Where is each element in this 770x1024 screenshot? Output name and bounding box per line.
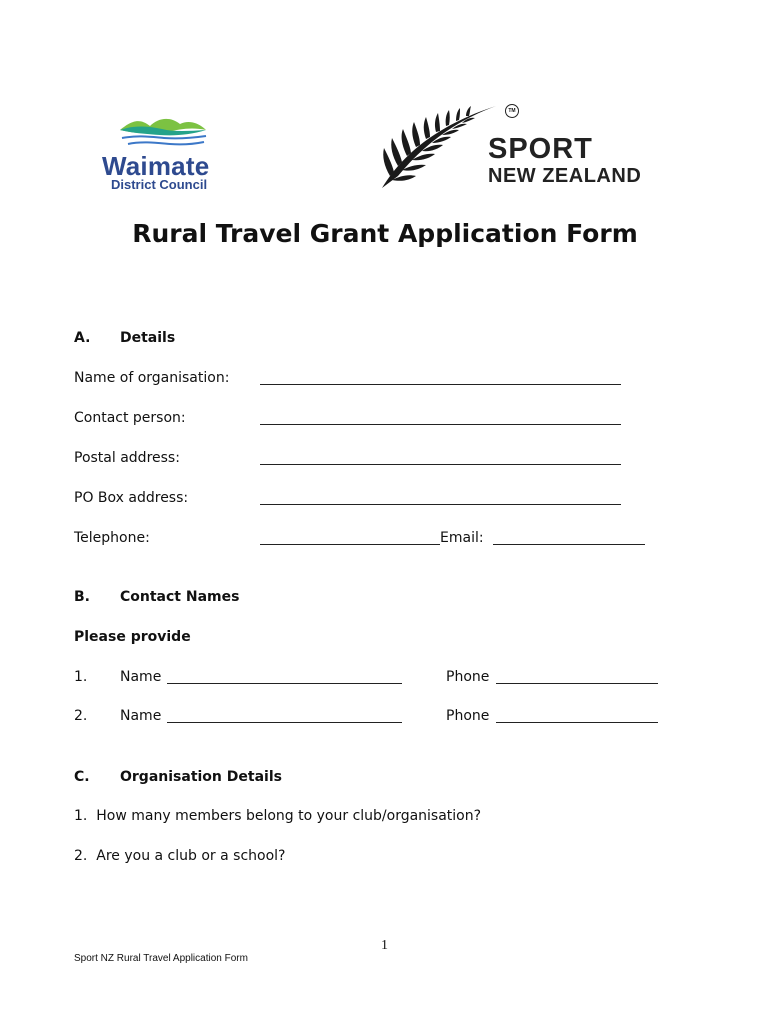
- po-box-label: PO Box address:: [74, 490, 189, 506]
- contact-row-number: 1.: [74, 669, 88, 685]
- postal-address-label: Postal address:: [74, 450, 180, 466]
- email-label: Email:: [440, 530, 484, 546]
- section-c-letter: C.: [74, 769, 90, 785]
- contact-name-label: Name: [120, 708, 162, 724]
- page-number: 1: [381, 938, 388, 953]
- po-box-field[interactable]: [260, 504, 621, 505]
- contact-phone-label: Phone: [446, 708, 490, 724]
- contact-1-name-field[interactable]: [167, 683, 402, 684]
- contact-2-name-field[interactable]: [167, 722, 402, 723]
- section-a-letter: A.: [74, 330, 91, 346]
- section-c-heading: Organisation Details: [120, 769, 282, 785]
- telephone-label: Telephone:: [74, 530, 150, 546]
- contact-2-phone-field[interactable]: [496, 722, 658, 723]
- please-provide-label: Please provide: [74, 629, 191, 645]
- waimate-logo-subtitle: District Council: [111, 177, 208, 192]
- waimate-logo-name: Waimate: [102, 151, 210, 181]
- organisation-name-label: Name of organisation:: [74, 370, 230, 386]
- question-club-or-school: 2. Are you a club or a school?: [74, 848, 286, 864]
- telephone-field[interactable]: [260, 544, 440, 545]
- sport-nz-logo-line2: NEW ZEALAND: [488, 165, 642, 187]
- email-field[interactable]: [493, 544, 645, 545]
- sport-nz-logo-line1: SPORT: [488, 133, 593, 165]
- contact-row-number: 2.: [74, 708, 88, 724]
- contact-name-label: Name: [120, 669, 162, 685]
- waimate-logo: [100, 112, 230, 197]
- organisation-name-field[interactable]: [260, 384, 621, 385]
- page-title: Rural Travel Grant Application Form: [132, 219, 638, 248]
- silver-fern-icon: [378, 102, 498, 190]
- postal-address-field[interactable]: [260, 464, 621, 465]
- section-b-heading: Contact Names: [120, 589, 240, 605]
- contact-1-phone-field[interactable]: [496, 683, 658, 684]
- sport-nz-logo: [370, 98, 670, 198]
- trademark-symbol: TM: [505, 104, 519, 118]
- section-a-heading: Details: [120, 330, 176, 346]
- section-b-letter: B.: [74, 589, 90, 605]
- waimate-hills-icon: [118, 116, 210, 152]
- contact-phone-label: Phone: [446, 669, 490, 685]
- question-members: 1. How many members belong to your club/organisation?: [74, 808, 482, 824]
- footer-text: Sport NZ Rural Travel Application Form: [74, 953, 248, 964]
- contact-person-field[interactable]: [260, 424, 621, 425]
- contact-person-label: Contact person:: [74, 410, 186, 426]
